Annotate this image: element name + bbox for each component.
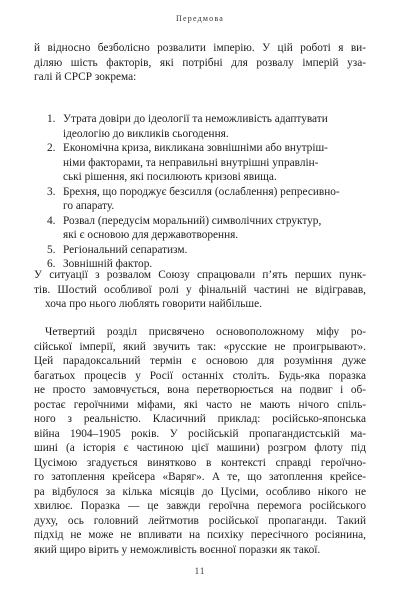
- text-line: хоча про нього люблять говорити найбільше.: [45, 298, 262, 310]
- text-line: ські рішення, які посилюють кризові явища.: [63, 171, 277, 183]
- text-line: духу, ось головний лейтмотив російської пропаганди. Такий: [34, 514, 366, 527]
- list-number: 3.: [47, 185, 56, 198]
- text-line: підхід не може не впливати на психіку пересічного росіянина,: [34, 529, 366, 541]
- list-number: 1.: [47, 113, 56, 125]
- list-item: [47, 185, 366, 214]
- text-line: го затоплення крейсера «Варяг». А те, що затоплення крейсе-: [34, 471, 366, 483]
- text-line: ідеологію до викликів сьогодення.: [63, 127, 229, 140]
- text-line: ного з реальністю. Класичний приклад: російсько-японська: [34, 413, 366, 425]
- text-line: який щиро вірить у неможливість воєнної поразки як такої.: [34, 543, 321, 556]
- text-line: Цей парадоксальний термін є основою для розуміння дуже: [34, 355, 366, 367]
- list-number: 2.: [47, 142, 56, 154]
- page-number: 11: [194, 566, 206, 576]
- text-line: Утрата довіри до ідеології та неможливість адаптувати: [63, 113, 328, 125]
- text-line: які є основою для державотворення.: [63, 229, 239, 241]
- text-line: Регіональний сепаратизм.: [63, 243, 188, 256]
- text-line: галі й СРСР зокрема:: [34, 71, 137, 83]
- list-number: 5.: [47, 243, 56, 256]
- running-head: Передмова: [176, 14, 224, 23]
- text-line: ростає героїчними міфами, які часто не мають нічого спіль-: [34, 398, 366, 411]
- text-line: ра відбулося за кілька місяців до Цусіми, особливо нікого не: [34, 485, 366, 498]
- list-item: [47, 243, 366, 258]
- text-line: сійської імперії, який звучить так: «русские не проигрывают».: [34, 340, 366, 353]
- text-line: У ситуації з розвалом Союзу спрацювали п’ять перших пунк-: [34, 269, 366, 281]
- text-line: Брехня, що породжує безсилля (ослаблення) репресивно-: [63, 185, 340, 198]
- text-line: й відносно безболісно розвалити імперію. У цій роботі я ви-: [34, 42, 366, 54]
- list-number: 6.: [47, 258, 56, 270]
- list-item: [47, 141, 366, 185]
- text-line: Економічна криза, викликана зовнішніми або внутріш-: [63, 142, 328, 154]
- factors-list: [47, 112, 366, 272]
- text-line: діляю шість факторів, які потрібні для розвалу імперій уза-: [34, 56, 366, 69]
- list-number: 4.: [47, 214, 56, 227]
- list-item: [47, 214, 366, 243]
- intro-paragraph: [34, 41, 366, 85]
- text-line: багатьох процесів у Росії останніх століть. Будь-яка поразка: [34, 369, 366, 382]
- text-line: тів. Шостий особливої ролі у фінальній частині не відігравав,: [34, 283, 366, 296]
- text-line: Зовнішній фактор.: [63, 258, 153, 270]
- chapter-paragraph: [34, 325, 366, 557]
- text-line: Цусімою згадується винятково в контексті справді героїчно-: [34, 456, 366, 469]
- text-line: го апарату.: [63, 200, 115, 212]
- text-line: Розвал (передусім моральний) символічних структур,: [63, 214, 322, 227]
- summary-paragraph: [34, 268, 366, 312]
- text-line: війна 1904–1905 років. У російській пропагандистській ма-: [34, 427, 366, 440]
- text-line: німи факторами, та неправильні внутрішні управлін-: [63, 156, 319, 169]
- text-line: Четвертий розділ присвячено основоположному міфу ро-: [45, 326, 366, 338]
- text-line: хвилює. Поразка — це завжди героїчна перемога російського: [34, 500, 366, 512]
- list-item: [47, 112, 366, 141]
- text-line: шині (а історія є частиною цієї машини) розгром флоту під: [34, 442, 366, 454]
- text-line: не просто замовчується, вона перетворюється на подвиг і об-: [34, 384, 366, 396]
